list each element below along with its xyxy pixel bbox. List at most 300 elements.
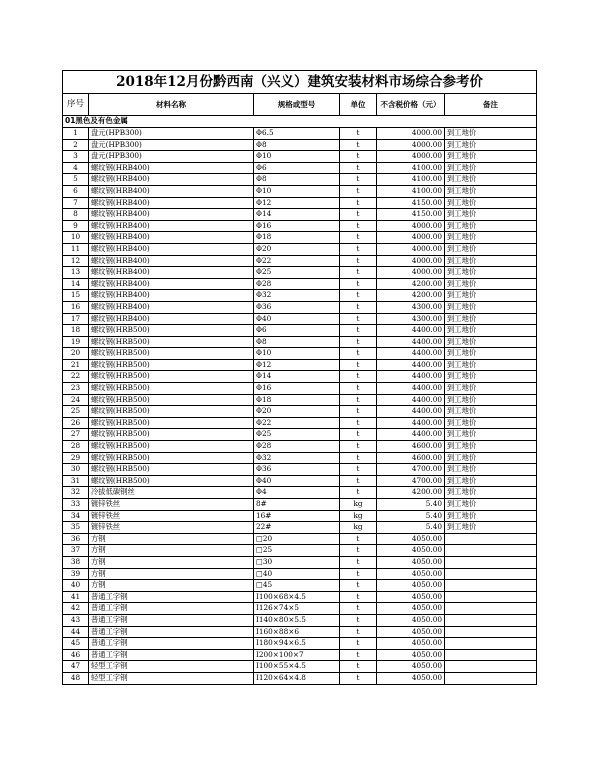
table-row (63, 429, 537, 441)
cell-seq: 35 (63, 522, 89, 534)
cell-spec: Φ28 (254, 278, 340, 290)
cell-name: 螺纹钢(HRB400) (89, 301, 254, 313)
cell-price: 4300.00 (377, 313, 445, 325)
cell-spec: I100×55×4.5 (254, 661, 340, 673)
cell-note (445, 545, 537, 557)
cell-note: 到工地价 (445, 406, 537, 418)
cell-name: 方钢 (89, 568, 254, 580)
cell-seq: 39 (63, 568, 89, 580)
cell-spec: I120×64×4.8 (254, 672, 340, 684)
cell-note (445, 626, 537, 638)
cell-name: 螺纹钢(HRB500) (89, 383, 254, 395)
cell-name: 盘元(HPB300) (89, 139, 254, 151)
table-row (63, 487, 537, 499)
cell-unit: t (340, 336, 377, 348)
cell-unit: t (340, 267, 377, 279)
cell-seq: 3 (63, 151, 89, 163)
cell-price: 4000.00 (377, 232, 445, 244)
cell-note (445, 580, 537, 592)
cell-note: 到工地价 (445, 487, 537, 499)
cell-name: 普通工字钢 (89, 591, 254, 603)
cell-price: 4000.00 (377, 220, 445, 232)
cell-unit: t (340, 603, 377, 615)
table-row (63, 626, 537, 638)
cell-spec: I160×88×6 (254, 626, 340, 638)
cell-price: 4300.00 (377, 301, 445, 313)
cell-seq: 43 (63, 614, 89, 626)
table-row (63, 499, 537, 511)
cell-price: 4050.00 (377, 672, 445, 684)
table-row (63, 417, 537, 429)
cell-name: 螺纹钢(HRB500) (89, 336, 254, 348)
cell-spec: □40 (254, 568, 340, 580)
cell-note: 到工地价 (445, 267, 537, 279)
cell-spec: Φ10 (254, 348, 340, 360)
cell-name: 盘元(HPB300) (89, 128, 254, 140)
cell-seq: 27 (63, 429, 89, 441)
cell-price: 4050.00 (377, 556, 445, 568)
table-row (63, 220, 537, 232)
cell-unit: t (340, 417, 377, 429)
cell-price: 4000.00 (377, 139, 445, 151)
cell-unit: t (340, 371, 377, 383)
cell-note: 到工地价 (445, 255, 537, 267)
cell-unit: t (340, 301, 377, 313)
cell-spec: Φ22 (254, 417, 340, 429)
cell-price: 4200.00 (377, 487, 445, 499)
table-row (63, 290, 537, 302)
cell-spec: Φ22 (254, 255, 340, 267)
table-row (63, 522, 537, 534)
cell-name: 方钢 (89, 580, 254, 592)
cell-name: 螺纹钢(HRB500) (89, 441, 254, 453)
cell-unit: t (340, 452, 377, 464)
cell-seq: 28 (63, 441, 89, 453)
cell-spec: Φ20 (254, 243, 340, 255)
cell-seq: 33 (63, 499, 89, 511)
cell-price: 4050.00 (377, 580, 445, 592)
cell-seq: 2 (63, 139, 89, 151)
cell-unit: t (340, 406, 377, 418)
cell-note: 到工地价 (445, 348, 537, 360)
cell-unit: t (340, 475, 377, 487)
cell-price: 4100.00 (377, 162, 445, 174)
cell-seq: 4 (63, 162, 89, 174)
cell-name: 螺纹钢(HRB500) (89, 406, 254, 418)
cell-price: 4400.00 (377, 348, 445, 360)
cell-note: 到工地价 (445, 336, 537, 348)
cell-seq: 1 (63, 128, 89, 140)
cell-unit: t (340, 556, 377, 568)
cell-unit: t (340, 243, 377, 255)
cell-spec: Φ6 (254, 162, 340, 174)
cell-price: 4050.00 (377, 626, 445, 638)
cell-seq: 42 (63, 603, 89, 615)
cell-spec: Φ28 (254, 441, 340, 453)
cell-price: 4400.00 (377, 371, 445, 383)
header-unit: 单位 (340, 94, 377, 116)
cell-price: 4000.00 (377, 128, 445, 140)
table-row (63, 243, 537, 255)
table-row (63, 464, 537, 476)
cell-note: 到工地价 (445, 325, 537, 337)
cell-price: 5.40 (377, 510, 445, 522)
cell-price: 4700.00 (377, 464, 445, 476)
cell-name: 普通工字钢 (89, 603, 254, 615)
cell-seq: 9 (63, 220, 89, 232)
cell-spec: I126×74×5 (254, 603, 340, 615)
cell-unit: t (340, 348, 377, 360)
cell-note: 到工地价 (445, 209, 537, 221)
cell-name: 盘元(HPB300) (89, 151, 254, 163)
header-note: 备注 (445, 94, 537, 116)
table-row (63, 162, 537, 174)
cell-seq: 19 (63, 336, 89, 348)
cell-spec: □20 (254, 533, 340, 545)
cell-name: 螺纹钢(HRB500) (89, 348, 254, 360)
cell-spec: Φ10 (254, 151, 340, 163)
table-row (63, 672, 537, 684)
cell-unit: t (340, 429, 377, 441)
cell-seq: 29 (63, 452, 89, 464)
cell-spec: I100×68×4.5 (254, 591, 340, 603)
cell-spec: Φ40 (254, 475, 340, 487)
cell-note: 到工地价 (445, 151, 537, 163)
cell-name: 普通工字钢 (89, 626, 254, 638)
cell-note: 到工地价 (445, 220, 537, 232)
cell-price: 4000.00 (377, 243, 445, 255)
cell-unit: t (340, 672, 377, 684)
cell-unit: t (340, 580, 377, 592)
cell-note (445, 661, 537, 673)
cell-note (445, 556, 537, 568)
cell-unit: t (340, 220, 377, 232)
cell-unit: kg (340, 522, 377, 534)
cell-spec: 22# (254, 522, 340, 534)
table-row (63, 614, 537, 626)
cell-price: 4200.00 (377, 278, 445, 290)
cell-unit: t (340, 139, 377, 151)
cell-name: 普通工字钢 (89, 614, 254, 626)
price-table (62, 70, 537, 685)
cell-seq: 48 (63, 672, 89, 684)
cell-note: 到工地价 (445, 441, 537, 453)
table-row (63, 510, 537, 522)
cell-seq: 13 (63, 267, 89, 279)
cell-name: 螺纹钢(HRB400) (89, 197, 254, 209)
cell-seq: 30 (63, 464, 89, 476)
cell-price: 4400.00 (377, 417, 445, 429)
cell-unit: t (340, 128, 377, 140)
table-row (63, 313, 537, 325)
cell-price: 4400.00 (377, 359, 445, 371)
cell-seq: 21 (63, 359, 89, 371)
cell-name: 螺纹钢(HRB400) (89, 267, 254, 279)
cell-note: 到工地价 (445, 128, 537, 140)
cell-note (445, 649, 537, 661)
cell-unit: t (340, 533, 377, 545)
table-row (63, 568, 537, 580)
cell-name: 轻型工字钢 (89, 661, 254, 673)
cell-spec: 8# (254, 499, 340, 511)
cell-note (445, 638, 537, 650)
cell-note: 到工地价 (445, 313, 537, 325)
cell-name: 螺纹钢(HRB400) (89, 209, 254, 221)
table-row (63, 139, 537, 151)
cell-name: 镀锌铁丝 (89, 510, 254, 522)
cell-name: 镀锌铁丝 (89, 499, 254, 511)
cell-unit: t (340, 174, 377, 186)
cell-unit: t (340, 626, 377, 638)
cell-name: 方钢 (89, 545, 254, 557)
cell-price: 4050.00 (377, 638, 445, 650)
cell-unit: t (340, 614, 377, 626)
cell-name: 螺纹钢(HRB400) (89, 313, 254, 325)
cell-unit: t (340, 383, 377, 395)
cell-spec: Φ6 (254, 325, 340, 337)
header-row (63, 94, 537, 116)
cell-price: 4100.00 (377, 174, 445, 186)
cell-spec: □30 (254, 556, 340, 568)
table-row (63, 278, 537, 290)
cell-note: 到工地价 (445, 429, 537, 441)
cell-name: 螺纹钢(HRB500) (89, 417, 254, 429)
cell-unit: t (340, 568, 377, 580)
table-row (63, 128, 537, 140)
cell-name: 螺纹钢(HRB500) (89, 475, 254, 487)
cell-name: 螺纹钢(HRB400) (89, 174, 254, 186)
table-row (63, 232, 537, 244)
cell-seq: 16 (63, 301, 89, 313)
cell-spec: □25 (254, 545, 340, 557)
cell-spec: Φ40 (254, 313, 340, 325)
cell-seq: 7 (63, 197, 89, 209)
table-row (63, 301, 537, 313)
cell-spec: Φ12 (254, 359, 340, 371)
cell-seq: 10 (63, 232, 89, 244)
cell-seq: 46 (63, 649, 89, 661)
cell-unit: kg (340, 499, 377, 511)
cell-unit: t (340, 545, 377, 557)
cell-price: 5.40 (377, 522, 445, 534)
table-row (63, 394, 537, 406)
table-row (63, 475, 537, 487)
cell-spec: Φ16 (254, 220, 340, 232)
cell-spec: □45 (254, 580, 340, 592)
cell-price: 4050.00 (377, 533, 445, 545)
cell-seq: 6 (63, 185, 89, 197)
table-row (63, 441, 537, 453)
cell-seq: 20 (63, 348, 89, 360)
cell-note (445, 672, 537, 684)
cell-name: 方钢 (89, 556, 254, 568)
header-seq: 序号 (63, 94, 89, 116)
cell-spec: Φ16 (254, 383, 340, 395)
cell-note: 到工地价 (445, 452, 537, 464)
cell-name: 螺纹钢(HRB500) (89, 325, 254, 337)
cell-name: 螺纹钢(HRB400) (89, 185, 254, 197)
cell-unit: t (340, 313, 377, 325)
cell-spec: I200×100×7 (254, 649, 340, 661)
cell-spec: Φ14 (254, 371, 340, 383)
cell-price: 4150.00 (377, 209, 445, 221)
table-row (63, 267, 537, 279)
cell-seq: 37 (63, 545, 89, 557)
cell-unit: t (340, 359, 377, 371)
cell-seq: 44 (63, 626, 89, 638)
cell-unit: t (340, 185, 377, 197)
cell-name: 螺纹钢(HRB500) (89, 464, 254, 476)
cell-price: 4700.00 (377, 475, 445, 487)
cell-name: 螺纹钢(HRB400) (89, 232, 254, 244)
cell-spec: Φ32 (254, 452, 340, 464)
cell-seq: 26 (63, 417, 89, 429)
cell-seq: 22 (63, 371, 89, 383)
table-row (63, 556, 537, 568)
cell-note: 到工地价 (445, 278, 537, 290)
table-row (63, 325, 537, 337)
cell-note (445, 603, 537, 615)
cell-note: 到工地价 (445, 174, 537, 186)
cell-price: 4000.00 (377, 267, 445, 279)
cell-spec: Φ14 (254, 209, 340, 221)
cell-unit: t (340, 151, 377, 163)
cell-name: 螺纹钢(HRB500) (89, 429, 254, 441)
cell-name: 普通工字钢 (89, 649, 254, 661)
cell-price: 4050.00 (377, 591, 445, 603)
table-row (63, 638, 537, 650)
cell-spec: Φ12 (254, 197, 340, 209)
cell-price: 4050.00 (377, 614, 445, 626)
header-price: 不含税价格（元） (377, 94, 445, 116)
cell-seq: 18 (63, 325, 89, 337)
cell-seq: 40 (63, 580, 89, 592)
cell-name: 螺纹钢(HRB400) (89, 162, 254, 174)
table-row (63, 603, 537, 615)
table-row (63, 174, 537, 186)
cell-unit: t (340, 394, 377, 406)
cell-name: 螺纹钢(HRB400) (89, 220, 254, 232)
cell-note: 到工地价 (445, 464, 537, 476)
price-sheet (62, 70, 536, 685)
cell-unit: t (340, 487, 377, 499)
cell-spec: Φ8 (254, 336, 340, 348)
table-row (63, 649, 537, 661)
cell-seq: 38 (63, 556, 89, 568)
header-spec: 规格或型号 (254, 94, 340, 116)
cell-price: 4050.00 (377, 568, 445, 580)
cell-spec: Φ25 (254, 429, 340, 441)
cell-price: 4050.00 (377, 649, 445, 661)
cell-note: 到工地价 (445, 139, 537, 151)
cell-unit: t (340, 649, 377, 661)
cell-unit: kg (340, 510, 377, 522)
table-row (63, 359, 537, 371)
cell-note: 到工地价 (445, 371, 537, 383)
cell-price: 4150.00 (377, 197, 445, 209)
cell-price: 4400.00 (377, 429, 445, 441)
cell-seq: 8 (63, 209, 89, 221)
cell-note: 到工地价 (445, 522, 537, 534)
cell-spec: Φ10 (254, 185, 340, 197)
cell-spec: Φ18 (254, 394, 340, 406)
cell-name: 螺纹钢(HRB500) (89, 452, 254, 464)
table-row (63, 336, 537, 348)
table-row (63, 452, 537, 464)
page-title: 2018年12月份黔西南（兴义）建筑安装材料市场综合参考价 (63, 71, 537, 94)
cell-seq: 5 (63, 174, 89, 186)
cell-note: 到工地价 (445, 290, 537, 302)
cell-name: 轻型工字钢 (89, 672, 254, 684)
cell-unit: t (340, 255, 377, 267)
cell-seq: 15 (63, 290, 89, 302)
cell-unit: t (340, 197, 377, 209)
table-row (63, 661, 537, 673)
cell-spec: 16# (254, 510, 340, 522)
table-row (63, 545, 537, 557)
cell-note: 到工地价 (445, 359, 537, 371)
section-title: 01黑色及有色金属 (63, 116, 537, 128)
cell-note (445, 614, 537, 626)
cell-spec: I180×94×6.5 (254, 638, 340, 650)
cell-spec: Φ8 (254, 174, 340, 186)
cell-price: 4400.00 (377, 394, 445, 406)
cell-seq: 45 (63, 638, 89, 650)
cell-spec: Φ20 (254, 406, 340, 418)
cell-note (445, 568, 537, 580)
cell-note: 到工地价 (445, 499, 537, 511)
table-row (63, 580, 537, 592)
cell-price: 4600.00 (377, 441, 445, 453)
cell-unit: t (340, 591, 377, 603)
cell-spec: Φ32 (254, 290, 340, 302)
cell-seq: 25 (63, 406, 89, 418)
cell-note: 到工地价 (445, 383, 537, 395)
cell-name: 螺纹钢(HRB500) (89, 394, 254, 406)
cell-unit: t (340, 232, 377, 244)
cell-unit: t (340, 209, 377, 221)
cell-note: 到工地价 (445, 197, 537, 209)
cell-name: 螺纹钢(HRB400) (89, 278, 254, 290)
cell-seq: 23 (63, 383, 89, 395)
cell-spec: Φ4 (254, 487, 340, 499)
table-row (63, 533, 537, 545)
cell-seq: 47 (63, 661, 89, 673)
cell-spec: I140×80×5.5 (254, 614, 340, 626)
cell-price: 4100.00 (377, 185, 445, 197)
cell-unit: t (340, 162, 377, 174)
cell-price: 4000.00 (377, 255, 445, 267)
cell-price: 4400.00 (377, 325, 445, 337)
cell-spec: Φ25 (254, 267, 340, 279)
table-row (63, 371, 537, 383)
cell-seq: 34 (63, 510, 89, 522)
cell-price: 4000.00 (377, 151, 445, 163)
cell-seq: 17 (63, 313, 89, 325)
cell-note: 到工地价 (445, 232, 537, 244)
cell-seq: 12 (63, 255, 89, 267)
cell-name: 螺纹钢(HRB500) (89, 371, 254, 383)
cell-price: 4400.00 (377, 336, 445, 348)
cell-spec: Φ8 (254, 139, 340, 151)
cell-price: 4400.00 (377, 406, 445, 418)
cell-unit: t (340, 290, 377, 302)
cell-name: 方钢 (89, 533, 254, 545)
cell-seq: 32 (63, 487, 89, 499)
cell-name: 冷拔低碳钢丝 (89, 487, 254, 499)
cell-unit: t (340, 278, 377, 290)
table-body (63, 128, 537, 685)
